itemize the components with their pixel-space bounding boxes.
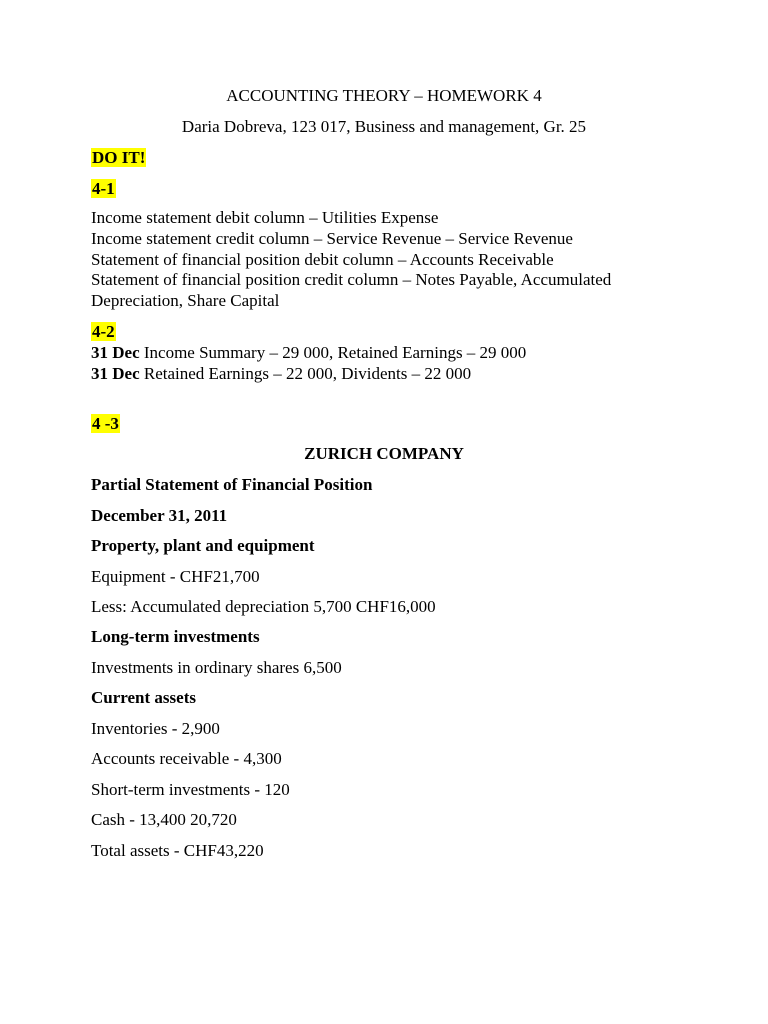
ex41-line: Statement of financial position debit column – Accounts Receivable: [91, 250, 554, 269]
do-it-heading: [91, 148, 146, 168]
ex41-line: Statement of financial position credit column – Notes Payable, Accumulated: [91, 270, 612, 289]
exercise-4-2-label: 4-2: [92, 322, 115, 341]
exercise-4-2-heading: [91, 322, 116, 342]
accumulated-depreciation-line: Less: Accumulated depreciation 5,700 CHF16,000: [91, 597, 436, 616]
short-term-investments-line: Short-term investments - 120: [91, 780, 290, 799]
entry-text: Income Summary – 29 000, Retained Earnings – 29 000: [139, 343, 527, 362]
ex42-entry: [91, 364, 471, 384]
entry-text: Retained Earnings – 22 000, Dividents – 22 000: [139, 364, 472, 383]
statement-title: Partial Statement of Financial Position: [91, 475, 373, 494]
exercise-4-3-heading: [91, 414, 120, 434]
exercise-4-3-label: 4 -3: [92, 414, 119, 433]
ex41-line: Income statement debit column – Utilities Expense: [91, 208, 439, 227]
exercise-4-1-heading: [91, 179, 116, 199]
total-assets-line: Total assets - CHF43,220: [91, 841, 264, 860]
inventories-line: Inventories - 2,900: [91, 719, 220, 738]
statement-date: December 31, 2011: [91, 506, 228, 525]
do-it-label: DO IT!: [92, 148, 146, 167]
equipment-line: Equipment - CHF21,700: [91, 567, 260, 586]
cash-line: Cash - 13,400 20,720: [91, 810, 237, 829]
company-name: ZURICH COMPANY: [304, 444, 464, 463]
entry-date: 31 Dec: [91, 343, 140, 362]
accounts-receivable-line: Accounts receivable - 4,300: [91, 749, 282, 768]
ppe-heading: Property, plant and equipment: [91, 536, 315, 555]
author-line: Daria Dobreva, 123 017, Business and management, Gr. 25: [181, 117, 587, 136]
ex41-line: Depreciation, Share Capital: [91, 291, 280, 310]
investments-line: Investments in ordinary shares 6,500: [91, 658, 342, 677]
ex41-line: Income statement credit column – Service Revenue – Service Revenue: [91, 229, 573, 248]
entry-date: 31 Dec: [91, 364, 140, 383]
document-title: ACCOUNTING THEORY – HOMEWORK 4: [226, 86, 542, 105]
current-assets-heading: Current assets: [91, 688, 196, 707]
long-term-investments-heading: Long-term investments: [91, 627, 260, 646]
exercise-4-1-label: 4-1: [92, 179, 115, 198]
ex42-entry: [91, 343, 526, 363]
